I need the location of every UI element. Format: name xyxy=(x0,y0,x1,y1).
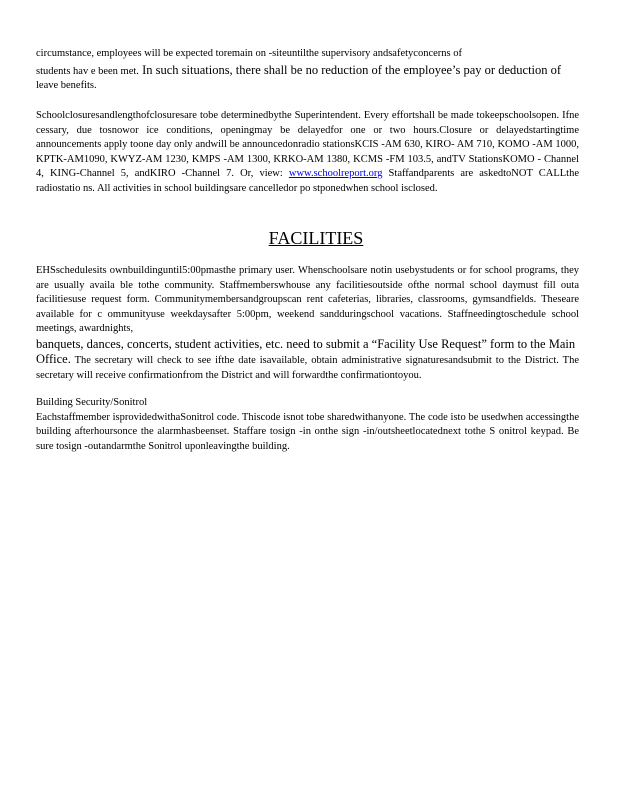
school-closure-paragraph xyxy=(36,109,579,197)
paragraph-text: Eachstaffmember isprovidedwithaSonitrol code. Thiscode isnot tobe sharedwithanyone. The code isto be usedwhen accessingthe building afterhoursonce the alarmhasbeenset. Staffare tosign -in onthe sign -in/outsheetlocatednext tothe S onitrol keypad. Be sure tosign -outandarmthe Sonitrol uponleavingthe building. xyxy=(36,411,579,452)
building-security-section xyxy=(36,396,579,454)
paragraph-line xyxy=(36,63,579,80)
facilities-heading xyxy=(0,227,618,249)
paragraph-text xyxy=(36,109,579,197)
paragraph-line: leave benefits. xyxy=(36,80,97,92)
paragraph-line: circumstance, employees will be expected toremain on -siteuntilthe supervisory andsafetyconcerns of xyxy=(36,48,462,59)
paragraph-text: The secretary will check to see ifthe date isavailable, obtain administrative signaturesandsubmit to the District. The secretary will receive confirmationfrom the District and will forwardthe confirmationtoyou. xyxy=(36,354,579,381)
paragraph-text: Staffandparents are askedtoNOT CALLthe radiostatio ns. All activities in school buildingsare cancelledor po stponedwhen school isclosed. xyxy=(36,168,579,194)
paragraph-text: Office. xyxy=(36,351,71,366)
paragraph-text: students hav e been met. xyxy=(36,65,139,77)
paragraph-text: banquets, dances, concerts, student activities, etc. need to submit a “Facility Use Request” form to the Main xyxy=(36,336,576,351)
facilities-heading-text: FACILITIES xyxy=(268,228,364,248)
paragraph-text xyxy=(36,352,579,383)
closure-pay-paragraph xyxy=(36,47,579,94)
paragraph-text: EHSschedulesits ownbuildinguntil5:00pmasthe primary user. Whenschoolsare notin usebystudents or for school programs, they are usually availa ble tothe community. Staffmemberswhouse any facilitiesoutside ofthe normal school daymust fill outa facilitiesuse request form. Communitymembersandgroupscan rent cafeterias, libraries, classrooms, gymsandfields. Theseare available for c ommunityuse weekdaysafter 5:00pm, weekend sandduringschool vacations. Staffneedingtoschedule school meetings, awardnights, xyxy=(36,265,579,335)
paragraph-text: Schoolclosuresandlengthofclosuresare tobe determinedbythe Superintendent. Every effortshall be made tokeepschoolsopen. Ifne cessary, due tosnowor ice conditions, openingmay be delayedfor one or two hours.Closure or delayedstartingtime announcements apply toone day only andwill be announcedonradio stationsKCIS -AM 630, KIRO- AM 710, KOMO -AM 1000, KPTK-AM1090, KWYZ-AM 1230, KMPS -AM 1300, KRKO-AM 1380, KCMS -FM 103.5, andTV StationsKOMO - Channel 4, KING-Channel 5, andKIRO -Channel 7. Or, view: xyxy=(36,110,579,180)
paragraph-text: In such situations, there shall be no reduction of the employee’s pay or deduction of xyxy=(138,62,562,77)
schoolreport-link[interactable]: www.schoolreport.org xyxy=(288,168,383,180)
section-title: Building Security/Sonitrol xyxy=(36,397,148,408)
facilities-paragraph xyxy=(36,264,579,383)
